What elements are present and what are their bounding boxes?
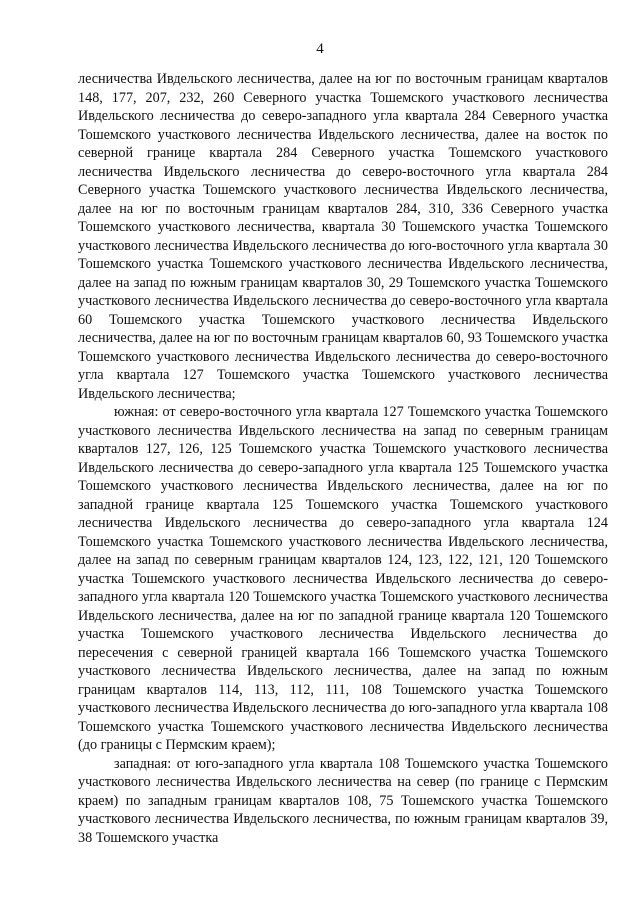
paragraph-eastern-boundary-continued: лесничества Ивдельского лесничества, далее на юг по восточным границам кварталов 148, 177, 207, 232, 260 Северного участка Тошемского участкового лесничества Ивдельского лесничества до северо-западного угла квартала 284 Северного участка Тошемского участкового лесничества Ивдельского лесничества, далее на восток по северной границе квартала 284 Северного участка Тошемского участкового лесничества Ивдельского лесничества до северо-восточного угла квартала 284 Северного участка Тошемского участкового лесничества Ивдельского лесничества, далее на юг по восточным границам кварталов 284, 310, 336 Северного участка Тошемского участкового лесничества, квартала 30 Тошемского участка Тошемского участкового лесничества Ивдельского лесничества до юго-восточного угла квартала 30 Тошемского участка Тошемского участкового лесничества Ивдельского лесничества, далее на запад по южным границам кварталов 30, 29 Тошемского участка Тошемского участкового лесничества Ивдельского лесничества до северо-восточного угла квартала 60 Тошемского участка Тошемского участкового лесничества Ивдельского лесничества, далее на юг по восточным границам кварталов 60, 93 Тошемского участка Тошемского участкового лесничества Ивдельского лесничества до северо-восточного угла квартала 127 Тошемского участка Тошемского участкового лесничества Ивдельского лесничества; (78, 71, 608, 402)
document-body (78, 70, 608, 847)
paragraph-western-boundary: западная: от юго-западного угла квартала 108 Тошемского участка Тошемского участкового лесничества Ивдельского лесничества на север (по границе с Пермским краем) по западным границам кварталов 108, 75 Тошемского участка Тошемского участкового лесничества Ивдельского лесничества, по южным границам кварталов 39, 38 Тошемского участка (78, 755, 608, 846)
page-number: 4 (316, 41, 324, 57)
paragraph-southern-boundary: южная: от северо-восточного угла квартала 127 Тошемского участка Тошемского участкового лесничества Ивдельского лесничества на запад по северным границам кварталов 127, 126, 125 Тошемского участка Тошемского участкового лесничества Ивдельского лесничества до северо-западного угла квартала 125 Тошемского участка Тошемского участкового лесничества Ивдельского лесничества, далее на юг по западной границе квартала 125 Тошемского участка Тошемского участкового лесничества Ивдельского лесничества до северо-западного угла квартала 124 Тошемского участка Тошемского участкового лесничества Ивдельского лесничества, далее на запад по северным границам кварталов 124, 123, 122, 121, 120 Тошемского участка Тошемского участкового лесничества Ивдельского лесничества до северо-западного угла квартала 120 Тошемского участка Тошемского участкового лесничества Ивдельского лесничества, далее на юг по западной границе квартала 120 Тошемского участка Тошемского участкового лесничества Ивдельского лесничества до пересечения с северной границей квартала 166 Тошемского участка Тошемского участкового лесничества Ивдельского лесничества, далее на запад по южным границам кварталов 114, 113, 112, 111, 108 Тошемского участка Тошемского участкового лесничества Ивдельского лесничества до юго-западного угла квартала 108 Тошемского участка Тошемского участкового лесничества Ивдельского лесничества (до границы с Пермским краем); (78, 404, 608, 753)
